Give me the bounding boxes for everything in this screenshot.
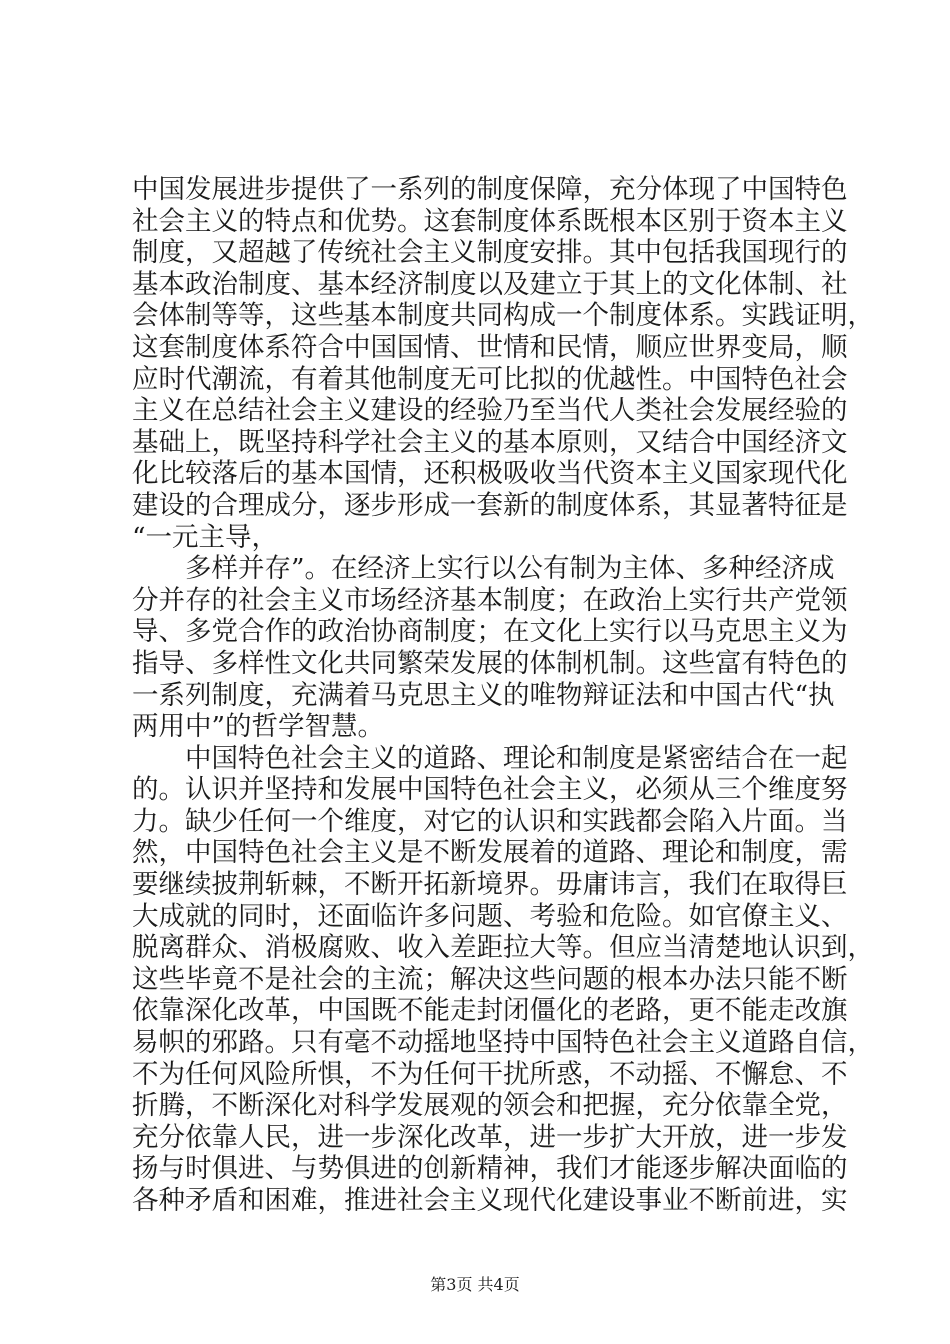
text-line: 不为任何风险所惧，不为任何干扰所惑，不动摇、不懈怠、不 bbox=[132, 1058, 848, 1090]
text-line: 扬与时俱进、与势俱进的创新精神，我们才能逐步解决面临的 bbox=[132, 1153, 848, 1185]
text-line: 这些毕竟不是社会的主流；解决这些问题的根本办法只能不断 bbox=[132, 963, 848, 995]
document-body bbox=[132, 174, 874, 1217]
text-line: 力。缺少任何一个维度，对它的认识和实践都会陷入片面。当 bbox=[132, 805, 848, 837]
text-line: 会体制等等，这些基本制度共同构成一个制度体系。实践证明， bbox=[132, 300, 874, 332]
text-line: 化比较落后的基本国情，还积极吸收当代资本主义国家现代化 bbox=[132, 458, 848, 490]
text-line: 易帜的邪路。只有毫不动摇地坚持中国特色社会主义道路自信， bbox=[132, 1027, 874, 1059]
text-line: 然，中国特色社会主义是不断发展着的道路、理论和制度，需 bbox=[132, 837, 848, 869]
text-line: 脱离群众、消极腐败、收入差距拉大等。但应当清楚地认识到， bbox=[132, 932, 874, 964]
text-line: 大成就的同时，还面临许多问题、考验和危险。如官僚主义、 bbox=[132, 900, 848, 932]
text-line: 多样并存”。在经济上实行以公有制为主体、多种经济成 bbox=[185, 553, 835, 585]
text-line: 要继续披荆斩棘，不断开拓新境界。毋庸讳言，我们在取得巨 bbox=[132, 869, 848, 901]
text-line: 充分依靠人民，进一步深化改革，进一步扩大开放，进一步发 bbox=[132, 1121, 848, 1153]
text-line: 折腾，不断深化对科学发展观的领会和把握，充分依靠全党， bbox=[132, 1090, 848, 1122]
text-line: 这套制度体系符合中国国情、世情和民情，顺应世界变局，顺 bbox=[132, 331, 848, 363]
text-line: 一系列制度，充满着马克思主义的唯物辩证法和中国古代“执 bbox=[132, 679, 835, 711]
text-line: 建设的合理成分，逐步形成一套新的制度体系，其显著特征是 bbox=[132, 489, 848, 521]
page-number-footer: 第3页 共4页 bbox=[430, 1275, 520, 1294]
text-line: 中国发展进步提供了一系列的制度保障，充分体现了中国特色 bbox=[132, 174, 848, 205]
text-line: 制度，又超越了传统社会主义制度安排。其中包括我国现行的 bbox=[132, 237, 848, 269]
text-line: 社会主义的特点和优势。这套制度体系既根本区别于资本主义 bbox=[132, 205, 848, 237]
text-line: 基础上，既坚持科学社会主义的基本原则，又结合中国经济文 bbox=[132, 426, 848, 458]
text-line: 依靠深化改革，中国既不能走封闭僵化的老路，更不能走改旗 bbox=[132, 995, 848, 1027]
text-line: 的。认识并坚持和发展中国特色社会主义，必须从三个维度努 bbox=[132, 774, 848, 806]
text-line: 两用中”的哲学智慧。 bbox=[132, 711, 385, 743]
text-line: 应时代潮流，有着其他制度无可比拟的优越性。中国特色社会 bbox=[132, 363, 848, 395]
text-line: 主义在总结社会主义建设的经验乃至当代人类社会发展经验的 bbox=[132, 395, 848, 427]
text-line: 分并存的社会主义市场经济基本制度；在政治上实行共产党领 bbox=[132, 584, 848, 616]
text-line: “一元主导， bbox=[132, 521, 279, 553]
text-line: 基本政治制度、基本经济制度以及建立于其上的文化体制、社 bbox=[132, 268, 848, 300]
text-line: 指导、多样性文化共同繁荣发展的体制机制。这些富有特色的 bbox=[132, 647, 848, 679]
text-line: 导、多党合作的政治协商制度；在文化上实行以马克思主义为 bbox=[132, 616, 848, 648]
text-line: 中国特色社会主义的道路、理论和制度是紧密结合在一起 bbox=[185, 742, 848, 774]
text-line: 各种矛盾和困难，推进社会主义现代化建设事业不断前进，实 bbox=[132, 1185, 848, 1216]
